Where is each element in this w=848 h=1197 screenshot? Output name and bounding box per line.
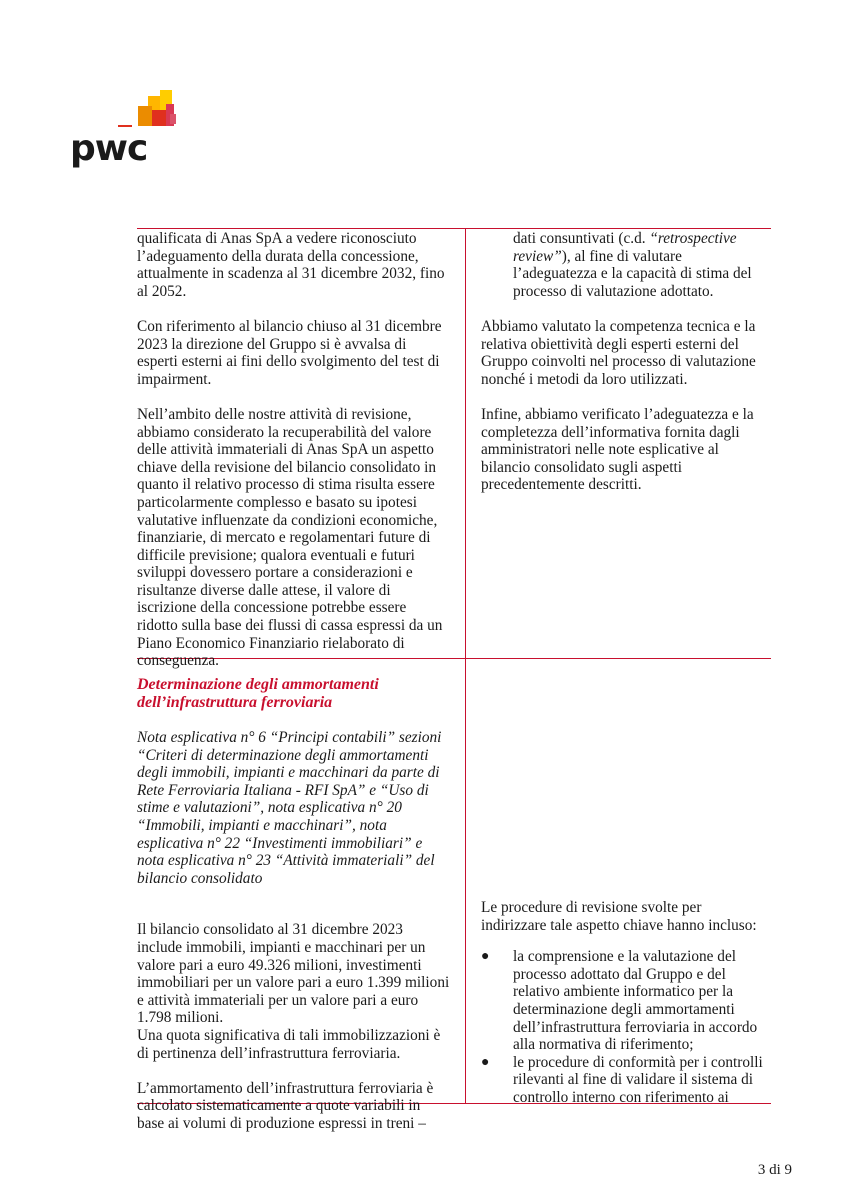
section1-left-column <box>137 230 449 687</box>
paragraph: Nell’ambito delle nostre attività di revisione, abbiamo considerato la recuperabilità del valore delle attività immateriali di Anas SpA un aspetto chiave della revisione del bilancio consolidato in quanto il relativo processo di stima risulta essere particolarmente complesso e basato su ipotesi valutative influenzate da condizioni economiche, finanziarie, di mercato e regolamentari future di difficile previsione; qualora eventuali e futuri sviluppi dovessero portare a considerazioni e risultanze diverse dalle attese, il valore di iscrizione della concessione potrebbe essere ridotto sulla base dei flussi di cassa espressi da un Piano Economico Finanziario rielaborato di conseguenza. <box>137 405 443 670</box>
page-number: 3 di 9 <box>757 1162 792 1178</box>
paragraph: Abbiamo valutato la competenza tecnica e la relativa obiettività degli esperti esterni del Gruppo coinvolti nel processo di valutazione nonché i metodi da loro utilizzati. <box>481 317 756 388</box>
paragraph <box>137 921 451 1062</box>
logo-underline <box>118 125 132 127</box>
logo-block-orange <box>138 106 152 126</box>
list-item <box>481 1054 769 1107</box>
text-fragment: Il bilancio consolidato al 31 dicembre 2023 include immobili, impianti e macchinari per un valore pari a euro 49.326 milioni, investimenti immobiliari per un valore pari a euro 1.399 milioni e attività immateriali per un valore pari a euro 1.798 milioni. <box>137 921 450 1027</box>
procedures-intro: Le procedure di revisione svolte per indirizzare tale aspetto chiave hanno incluso: <box>481 899 757 934</box>
paragraph: Infine, abbiamo verificato l’adeguatezza e la completezza dell’informativa fornita dagli amministratori nelle note esplicative al bilancio consolidato sugli aspetti precedentemente descritti. <box>481 405 754 494</box>
paragraph: qualificata di Anas SpA a vedere riconosciuto l’adeguamento della durata della concessione, attualmente in scadenza al 31 dicembre 2032, fino al 2052. <box>137 230 445 300</box>
list-item-text: le procedure di conformità per i controlli rilevanti al fine di validare il sistema di controllo interno con riferimento ai <box>513 1053 763 1106</box>
reference-note: Nota esplicativa n° 6 “Principi contabili” sezioni “Criteri di determinazione degli ammortamenti degli immobili, impianti e macchinari da parte di Rete Ferroviaria Italiana - RFI SpA” e “Uso di stime e valutazioni”, nota esplicativa n° 20 “Immobili, impianti e macchinari”, nota esplicativa n° 22 “Investimenti immobiliari” e nota esplicativa n° 23 “Attività immateriali” del bilancio consolidato <box>137 729 442 887</box>
text-fragment: dati consuntivati (c.d. <box>513 230 650 247</box>
column-divider <box>465 228 466 1104</box>
list-item-text: la comprensione e la valutazione del processo adottato dal Gruppo e del relativo ambiente informatico per la determinazione degli ammortamenti dell’infrastruttura ferroviaria in accordo alla normativa di riferimento; <box>513 948 758 1054</box>
table-top-rule <box>137 228 771 229</box>
text-fragment: ), al fine di valutare l’adeguatezza e la capacità di stima del processo di valutazione adottato. <box>513 247 752 300</box>
section1-right-column <box>481 230 767 512</box>
italic-term: “retrospective review” <box>513 230 737 265</box>
logo-block-pink <box>170 114 176 124</box>
bullet-icon: ● <box>481 949 490 965</box>
section-heading: Determinazione degli ammortamenti dell’infrastruttura ferroviaria <box>137 676 379 711</box>
logo-block-red <box>152 110 166 126</box>
paragraph: Con riferimento al bilancio chiuso al 31 dicembre 2023 la direzione del Gruppo si è avvalsa di esperti esterni ai fini dello svolgimento del test di impairment. <box>137 317 442 388</box>
logo-wordmark: pwc <box>70 128 148 169</box>
section2-left-column <box>137 676 451 1150</box>
list-item <box>481 948 769 1054</box>
paragraph: L’ammortamento dell’infrastruttura ferroviaria è calcolato sistematicamente a quote variabili in base ai volumi di produzione espressi in treni – <box>137 1079 434 1132</box>
text-fragment: Una quota significativa di tali immobilizzazioni è di pertinenza dell’infrastruttura ferroviaria. <box>137 1026 441 1062</box>
bullet-icon: ● <box>481 1054 490 1070</box>
pwc-logo <box>70 88 180 178</box>
paragraph <box>481 230 767 300</box>
section2-right-column <box>481 899 769 1107</box>
procedures-list <box>481 948 769 1106</box>
